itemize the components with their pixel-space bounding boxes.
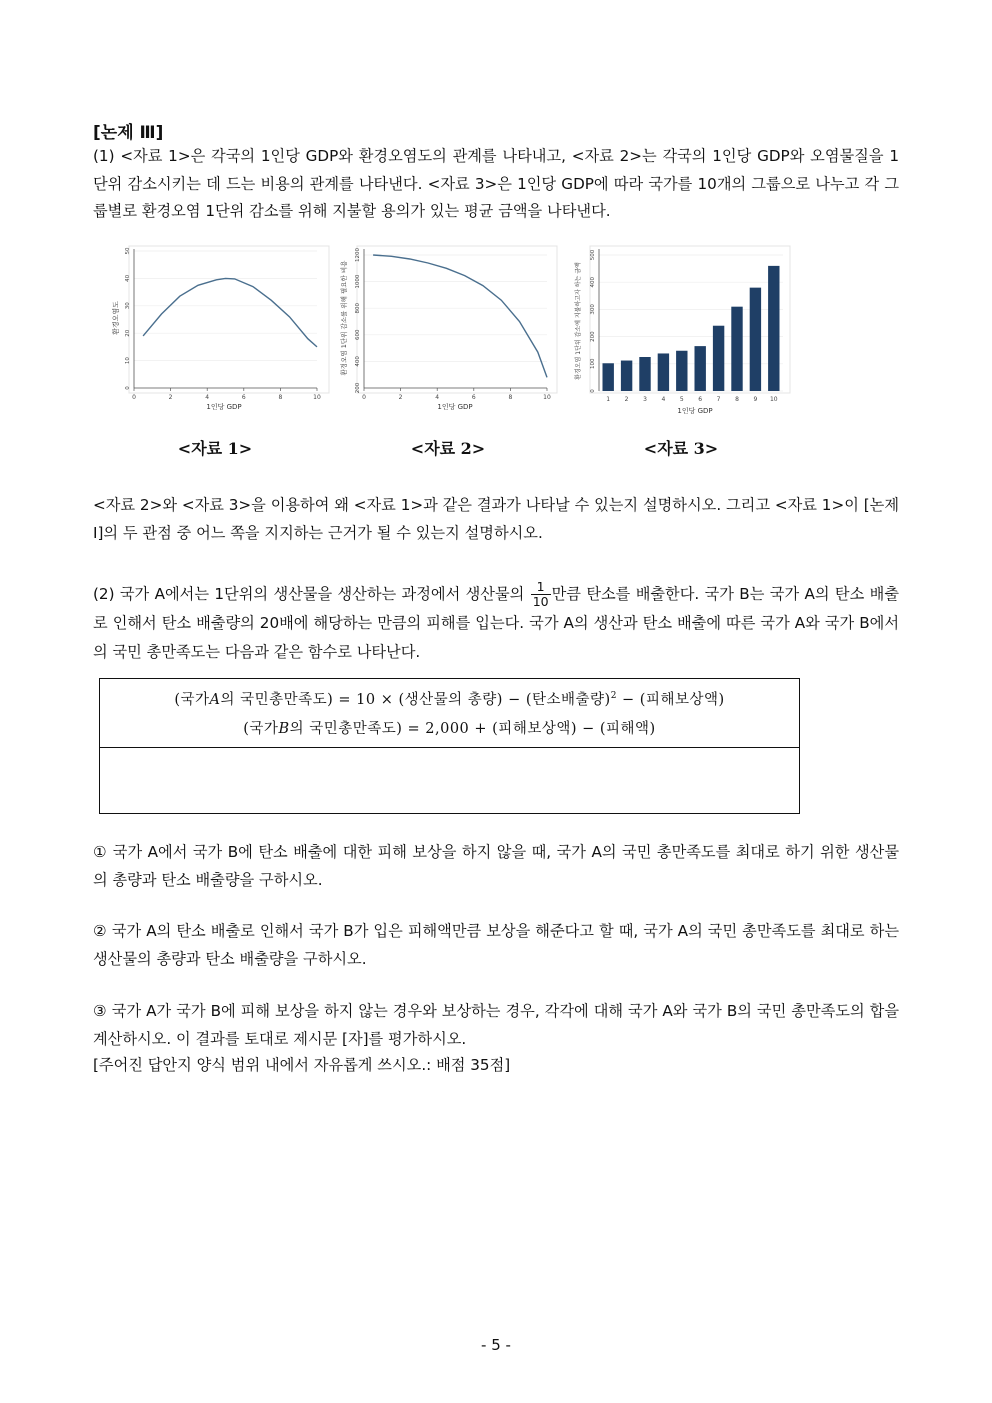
chart-3-xtick: 2 [624, 396, 629, 403]
chart-1-xtick: 2 [168, 394, 173, 401]
chart-3-bar [639, 357, 650, 391]
chart-3-bar [602, 363, 613, 391]
chart-1-xtick: 8 [278, 394, 283, 401]
chart-2-xtick: 6 [471, 394, 476, 401]
chart-1-xtick: 0 [132, 394, 136, 401]
chart-1-xtick: 10 [313, 394, 321, 401]
chart-3-xtick: 4 [661, 396, 666, 403]
chart-3-xtick: 6 [698, 396, 703, 403]
chart-3-bar [676, 351, 687, 391]
chart-3-xtick: 7 [716, 396, 721, 403]
scoring-note: [주어진 답안지 양식 범위 내에서 자유롭게 쓰시오.: 배점 35점] [93, 1056, 511, 1074]
chart-3-ytick: 500 [590, 249, 596, 261]
chart-1-ytick: 40 [125, 274, 131, 282]
chart-2-xtick: 0 [362, 394, 366, 401]
chart-2-caption: <자료 2> [410, 439, 486, 458]
chart-1-xlabel: 1인당 GDP [206, 403, 242, 411]
chart-1-ytick: 30 [125, 302, 131, 310]
sub-question-2: ② 국가 A의 탄소 배출로 인해서 국가 B가 입은 피해액만큼 보상을 해준다고 할 때, 국가 A의 국민 총만족도를 최대로 하는 생산물의 총량과 탄소 배출량을 구하시오. [93, 922, 899, 968]
chart-2-xlabel: 1인당 GDP [437, 403, 473, 411]
chart-3-caption: <자료 3> [643, 439, 719, 458]
sub-question-1: ① 국가 A에서 국가 B에 탄소 배출에 대한 피해 보상을 하지 않을 때, 국가 A의 국민 총만족도를 최대로 하기 위한 생산물의 총량과 탄소 배출량을 구하시오. [93, 843, 899, 889]
chart-2 [340, 243, 558, 418]
chart-2-xtick: 10 [543, 394, 551, 401]
chart-1-ytick: 20 [125, 329, 131, 337]
chart-3-bar [621, 361, 632, 391]
chart-3-bar [750, 288, 761, 391]
chart-3-ytick: 200 [590, 331, 596, 342]
chart-3-xtick: 8 [735, 396, 739, 403]
part-2-paragraph [93, 580, 899, 667]
fraction-numerator: 1 [531, 580, 551, 595]
chart-3-xtick: 1 [606, 396, 611, 403]
chart-3-xtick: 5 [679, 396, 684, 403]
chart-1-ytick: 10 [125, 357, 131, 365]
chart-3-xlabel: 1인당 GDP [677, 407, 713, 415]
formula-country-b: (국가B의 국민총만족도) = 2,000 + (피해보상액) − (피해액) [243, 721, 656, 737]
chart-3-bar [713, 326, 724, 391]
chart-3-bar [694, 346, 705, 391]
chart-3-bar [658, 353, 669, 391]
chart-3-xtick: 3 [643, 396, 647, 403]
chart-2-ytick: 800 [355, 302, 361, 314]
chart-2-ytick: 1200 [355, 248, 361, 262]
chart-3 [573, 243, 791, 418]
chart-2-ytick: 200 [355, 382, 361, 394]
chart-2-ytick: 400 [355, 356, 361, 367]
chart-1-ytick: 50 [125, 247, 131, 255]
chart-1-ytick: 0 [125, 386, 131, 390]
intro-paragraph: (1) <자료 1>은 각국의 1인당 GDP와 환경오염도의 관계를 나타내고, <자료 2>는 각국의 1인당 GDP와 오염물질을 1단위 감소시키는 데 드는 비용의 관계를 나타낸다. <자료 3>은 1인당 GDP에 따라 국가를 10개의 그룹으로 나누고 각 그룹별로 환경오염 1단위 감소를 위해 지불할 용의가 있는 평균 금액을 나타낸다. [93, 147, 899, 220]
part-2-text-pre: (2) 국가 A에서는 1단위의 생산물을 생산하는 과정에서 생산물의 [93, 585, 530, 603]
page-number: - 5 - [481, 1336, 511, 1354]
chart-2-ytick: 1000 [355, 274, 361, 289]
fraction-denominator: 10 [532, 594, 549, 609]
chart-1-xtick: 6 [241, 394, 246, 401]
formula-box [99, 678, 800, 814]
fraction-one-tenth [531, 580, 551, 609]
chart-1-xtick: 4 [205, 394, 210, 401]
chart-3-ylabel: 환경오염 1단위 감소에 지불하고자 하는 금액 [575, 262, 582, 380]
sub-question-3: ③ 국가 A가 국가 B에 피해 보상을 하지 않는 경우와 보상하는 경우, 각각에 대해 국가 A와 국가 B의 국민 총만족도의 합을 계산하시오. 이 결과를 토대로 제시문 [자]를 평가하시오. [93, 1002, 899, 1048]
section-heading: [논제 Ⅲ] [93, 123, 164, 143]
chart-3-ytick: 100 [590, 358, 596, 370]
chart-2-ytick: 600 [355, 329, 361, 341]
chart-3-ytick: 0 [590, 389, 596, 393]
chart-3-xtick: 9 [753, 396, 758, 403]
formula-country-a: (국가A의 국민총만족도) = 10 × (생산물의 총량) − (탄소배출량)$^2$ − (피해보상액) [174, 691, 725, 708]
part-2-text-post: 만큼 탄소를 배출한다. 국가 B는 국가 A의 탄소 배출로 인해서 탄소 배출량의 20배에 해당하는 만큼의 피해를 입는다. 국가 A의 생산과 탄소 배출에 따른 국가 A와 국가 B에서의 국민 총만족도는 다음과 같은 함수로 나타난다. [93, 585, 899, 661]
chart-3-xtick: 10 [769, 396, 778, 403]
chart-1 [112, 243, 330, 418]
chart-2-xtick: 2 [398, 394, 403, 401]
chart-3-ytick: 300 [590, 304, 596, 315]
chart-3-bar [731, 307, 742, 391]
chart-2-xtick: 8 [508, 394, 513, 401]
chart-1-caption: <자료 1> [177, 439, 253, 458]
formula-box-top [100, 679, 799, 748]
chart-3-ytick: 400 [590, 276, 596, 288]
chart-1-ylabel: 환경오염도 [112, 301, 120, 335]
chart-2-xtick: 4 [435, 394, 440, 401]
chart-2-ylabel: 환경오염 1단위 감소를 위해 필요한 비용 [340, 260, 348, 376]
question-1-prompt: <자료 2>와 <자료 3>을 이용하여 왜 <자료 1>과 같은 결과가 나타날 수 있는지 설명하시오. 그리고 <자료 1>이 [논제 Ⅰ]의 두 관점 중 어느 쪽을 지지하는 근거가 될 수 있는지 설명하시오. [93, 496, 899, 542]
chart-3-bar [768, 266, 779, 391]
